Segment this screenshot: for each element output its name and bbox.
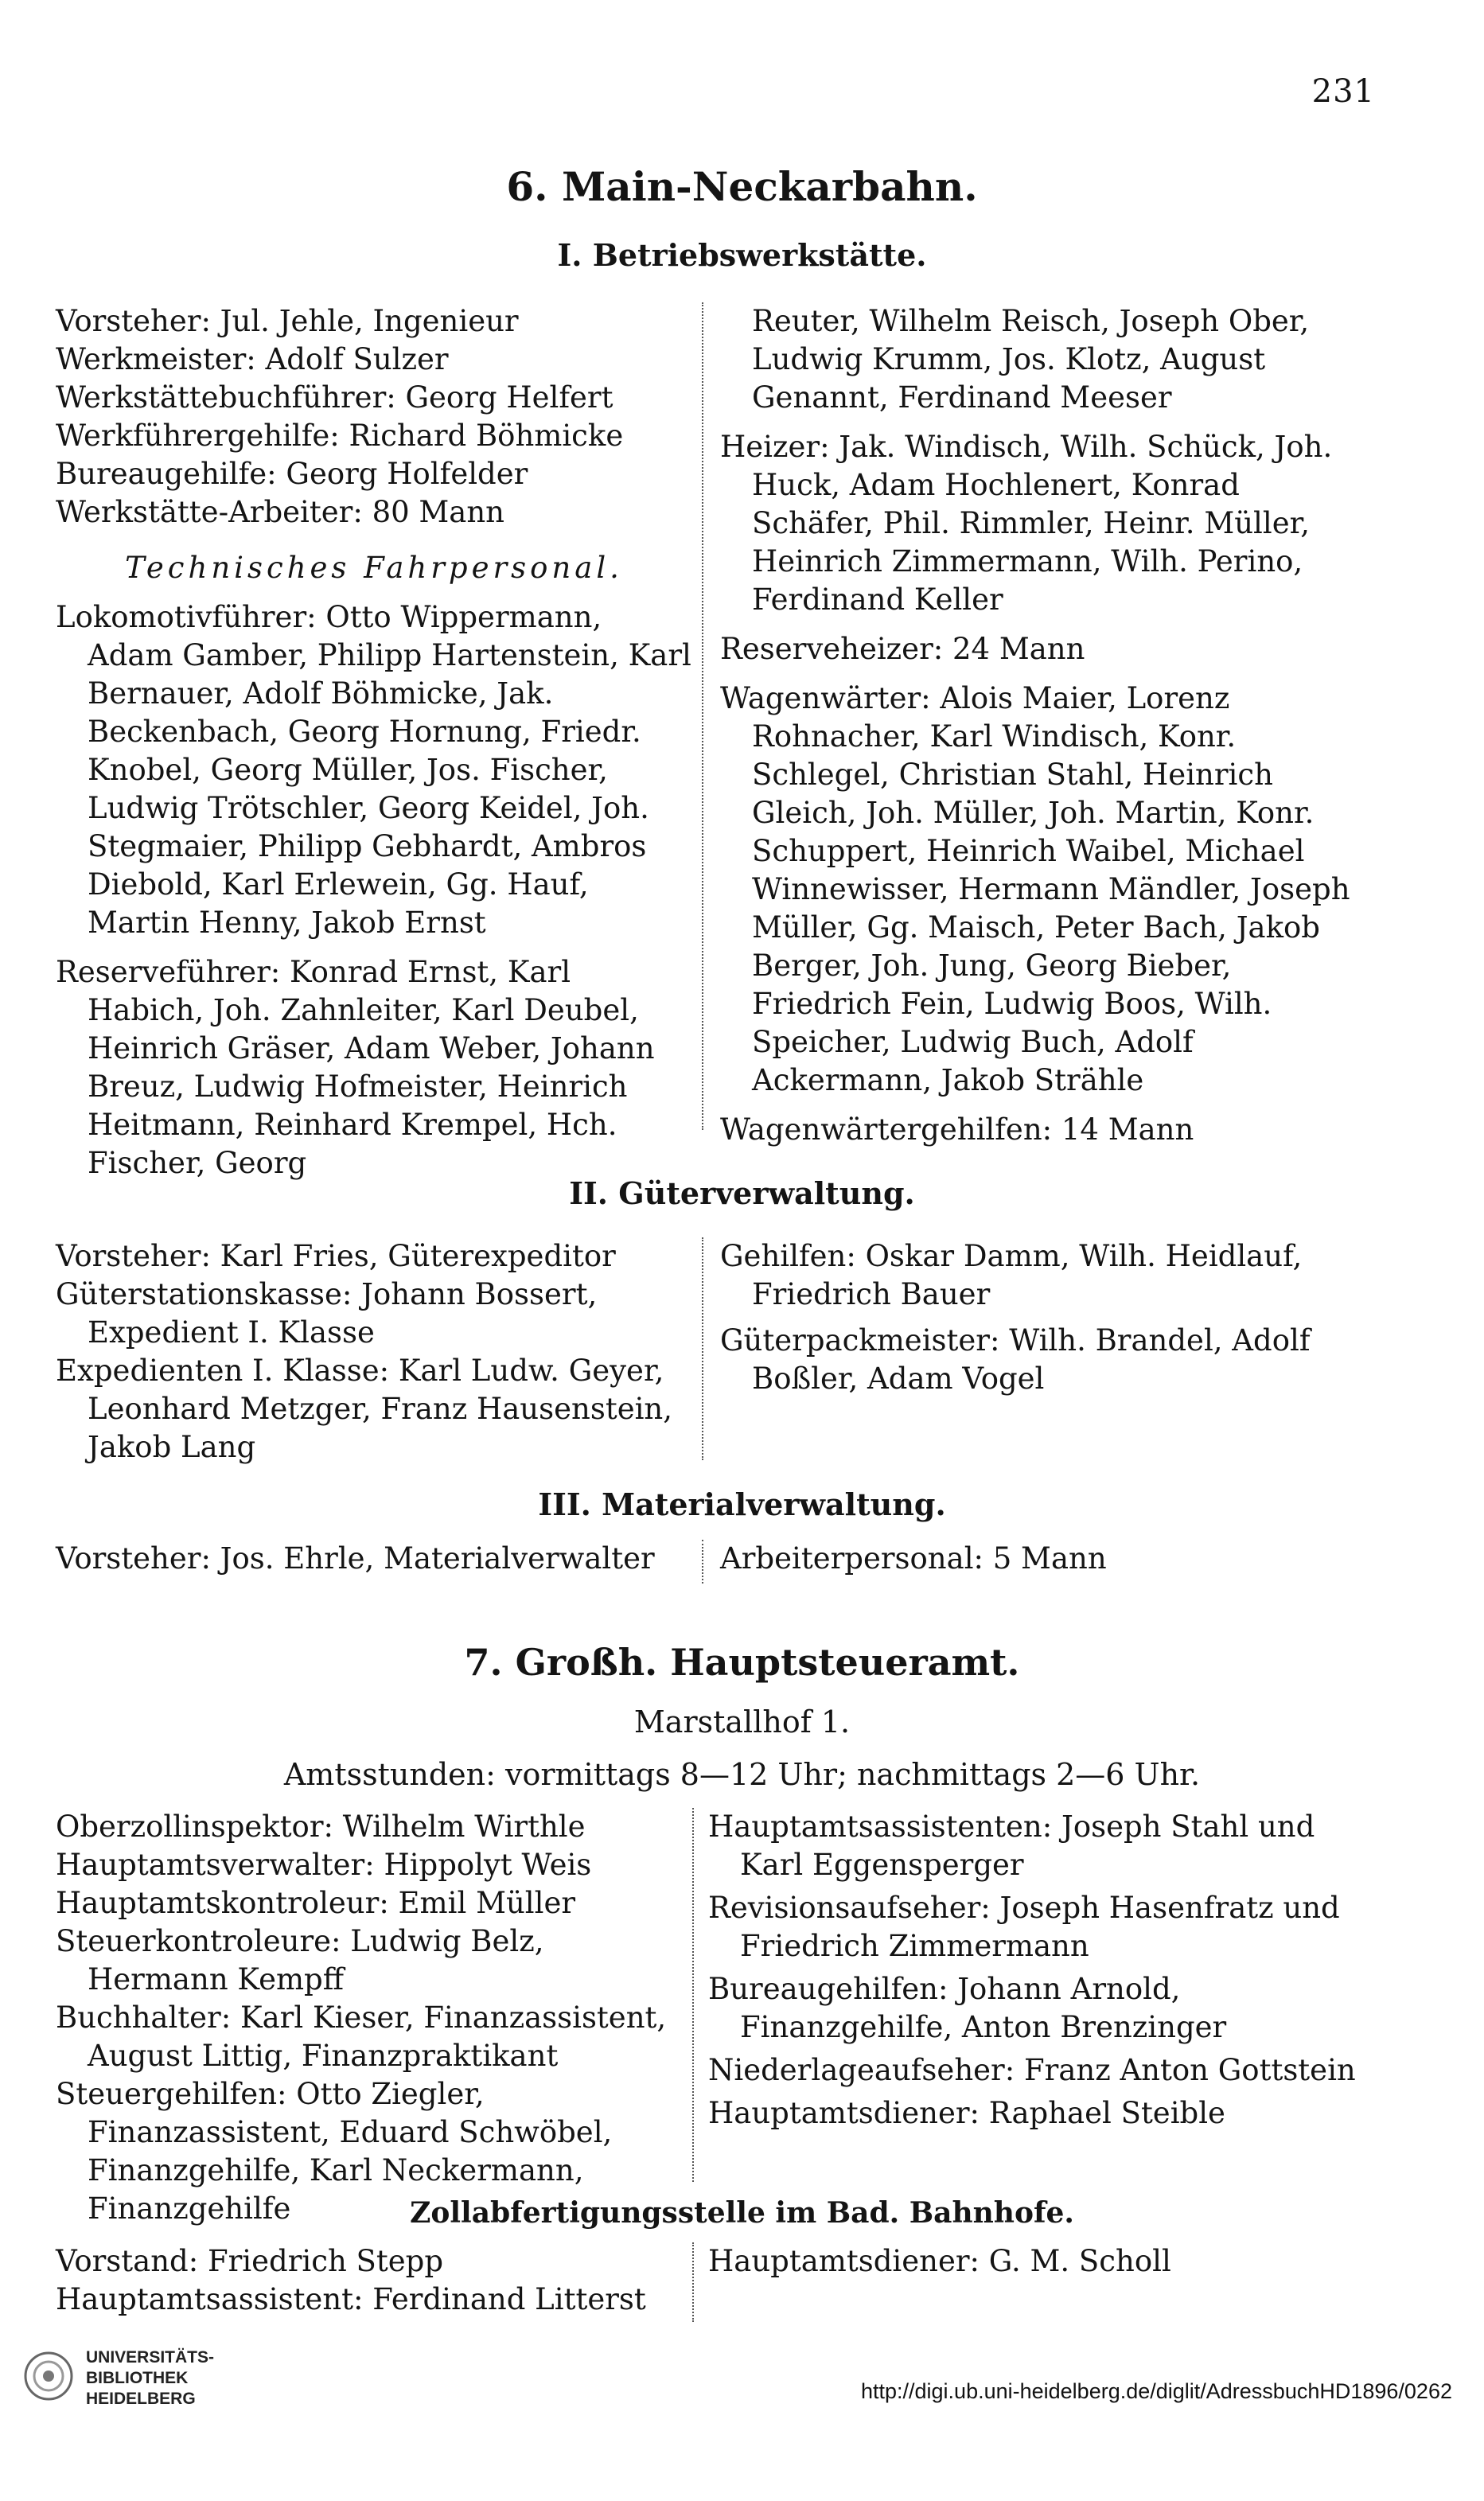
- subsection-betriebswerkstaette: I. Betriebswerkstätte.: [557, 237, 927, 273]
- list-item: Niederlageaufseher: Franz Anton Gottstein: [708, 2053, 1356, 2087]
- list-item: Hauptamtsassistenten: Joseph Stahl und Karl Eggensperger: [708, 1810, 1315, 1882]
- subheading-fahrpersonal: Technisches Fahrpersonal.: [125, 551, 623, 585]
- material-left: [56, 1540, 692, 1578]
- list-item: Hauptamtskontroleur: Emil Müller: [56, 1886, 576, 1920]
- list-item: Revisionsaufseher: Joseph Hasenfratz und Friedrich Zimmermann: [708, 1891, 1340, 1963]
- list-item: Bureaugehilfe: Georg Holfelder: [56, 457, 528, 491]
- list-item: Wagenwärter: Alois Maier, Lorenz Rohnacher, Karl Windisch, Konr. Schlegel, Christian Stahl, Heinrich Gleich, Joh. Müller, Joh. Martin, Konr. Schuppert, Heinrich Waibel, Michael Winnewisser, Hermann Mändler, Joseph Müller, Gg. Maisch, Peter Bach, Jakob Berger, Joh. Jung, Georg Bieber, Friedrich Fein, Ludwig Boos, Wilh. Speicher, Ludwig Buch, Adolf Ackermann, Jakob Strähle: [720, 681, 1350, 1097]
- list-item: Hauptamtsverwalter: Hippolyt Weis: [56, 1848, 592, 1882]
- library-name-line: UNIVERSITÄTS-: [86, 2348, 215, 2367]
- steueramt-left-column: [56, 1808, 692, 2228]
- column-divider: [692, 2242, 694, 2322]
- list-item: Werkmeister: Adolf Sulzer: [56, 342, 449, 376]
- zollabfertigung-title: Zollabfertigungsstelle im Bad. Bahnhofe.: [410, 2196, 1074, 2230]
- list-item: Hauptamtsassistent: Ferdinand Litterst: [56, 2282, 646, 2316]
- zoll-left-column: [56, 2242, 692, 2319]
- library-name-line: BIBLIOTHEK: [86, 2369, 189, 2387]
- list-item: Wagenwärtergehilfen: 14 Mann: [720, 1112, 1194, 1147]
- betrieb-left-column: [56, 302, 692, 1182]
- page-number: 231: [1311, 73, 1375, 110]
- list-item: Güterstationskasse: Johann Bossert, Expedient I. Klasse: [56, 1277, 598, 1350]
- footer: [0, 2332, 1484, 2501]
- library-name-line: HEIDELBERG: [86, 2390, 196, 2408]
- gueter-left-column: [56, 1237, 692, 1467]
- section-7-title: 7. Großh. Hauptsteueramt.: [464, 1641, 1020, 1684]
- subsection-materialverwaltung: III. Materialverwaltung.: [538, 1486, 946, 1522]
- steueramt-right-column: [708, 1808, 1369, 2133]
- list-item: Werkstätte-Arbeiter: 80 Mann: [56, 495, 505, 529]
- library-logo-icon: [24, 2351, 73, 2401]
- gueter-right-column: [720, 1237, 1365, 1398]
- list-item: Gehilfen: Oskar Damm, Wilh. Heidlauf, Friedrich Bauer: [720, 1239, 1303, 1311]
- list-item: Buchhalter: Karl Kieser, Finanzassistent, August Littig, Finanzpraktikant: [56, 2000, 667, 2073]
- library-name: [86, 2347, 214, 2409]
- list-item: Vorstand: Friedrich Stepp: [56, 2244, 444, 2278]
- list-item: Vorsteher: Jos. Ehrle, Materialverwalter: [56, 1541, 655, 1576]
- column-divider: [702, 302, 703, 1130]
- office-hours: Amtsstunden: vormittags 8—12 Uhr; nachmittags 2—6 Uhr.: [283, 1757, 1201, 1792]
- list-item: Güterpackmeister: Wilh. Brandel, Adolf Boßler, Adam Vogel: [720, 1323, 1311, 1396]
- betrieb-right-column: [720, 302, 1365, 1149]
- material-right: [720, 1540, 1365, 1578]
- address: Marstallhof 1.: [633, 1704, 851, 1739]
- section-6-title: 6. Main-Neckarbahn.: [506, 163, 978, 210]
- column-divider: [692, 1808, 694, 2182]
- list-item: Hauptamtsdiener: G. M. Scholl: [708, 2244, 1171, 2278]
- list-item: Oberzollinspektor: Wilhelm Wirthle: [56, 1810, 586, 1844]
- subsection-gueterverwaltung: II. Güterverwaltung.: [569, 1175, 915, 1211]
- list-item: Lokomotivführer: Otto Wippermann, Adam Gamber, Philipp Hartenstein, Karl Bernauer, Adolf Böhmicke, Jak. Beckenbach, Georg Hornung, Friedr. Knobel, Georg Müller, Jos. Fischer, Ludwig Trötschler, Georg Keidel, Joh. Stegmaier, Philipp Gebhardt, Ambros Diebold, Karl Erlewein, Gg. Hauf, Martin Henny, Jakob Ernst: [56, 600, 691, 940]
- source-url-link[interactable]: http://digi.ub.uni-heidelberg.de/diglit/AdressbuchHD1896/0262: [860, 2379, 1452, 2403]
- list-item: Heizer: Jak. Windisch, Wilh. Schück, Joh. Huck, Adam Hochlenert, Konrad Schäfer, Phil. Rimmler, Heinr. Müller, Heinrich Zimmermann, Wilh. Perino, Ferdinand Keller: [720, 430, 1333, 617]
- list-item: Bureaugehilfen: Johann Arnold, Finanzgehilfe, Anton Brenzinger: [708, 1972, 1227, 2044]
- list-item: Arbeiterpersonal: 5 Mann: [720, 1541, 1107, 1576]
- list-item: Expedienten I. Klasse: Karl Ludw. Geyer, Leonhard Metzger, Franz Hausenstein, Jakob Lang: [56, 1354, 673, 1464]
- list-item: Hauptamtsdiener: Raphael Steible: [708, 2096, 1225, 2130]
- list-item: Reserveführer: Konrad Ernst, Karl Habich, Joh. Zahnleiter, Karl Deubel, Heinrich Gräser, Adam Weber, Johann Breuz, Ludwig Hofmeister, Heinrich Heitmann, Reinhard Krempel, Hch. Fischer, Georg: [56, 955, 655, 1180]
- list-item: Steuerkontroleure: Ludwig Belz, Hermann Kempff: [56, 1924, 544, 1997]
- list-item: Vorsteher: Jul. Jehle, Ingenieur: [56, 304, 519, 338]
- list-item: Vorsteher: Karl Fries, Güterexpeditor: [56, 1239, 616, 1273]
- column-divider: [702, 1540, 703, 1584]
- list-item: Werkführergehilfe: Richard Böhmicke: [56, 419, 624, 453]
- zoll-right-column: [708, 2242, 1369, 2281]
- list-item: Werkstättebuchführer: Georg Helfert: [56, 380, 613, 415]
- list-item: Reserveheizer: 24 Mann: [720, 632, 1085, 666]
- list-item: Steuergehilfen: Otto Ziegler, Finanzassistent, Eduard Schwöbel, Finanzgehilfe, Karl Neckermann, Finanzgehilfe: [56, 2077, 613, 2226]
- list-item: Reuter, Wilhelm Reisch, Joseph Ober, Ludwig Krumm, Jos. Klotz, August Genannt, Ferdinand Meeser: [752, 304, 1310, 415]
- column-divider: [702, 1237, 703, 1460]
